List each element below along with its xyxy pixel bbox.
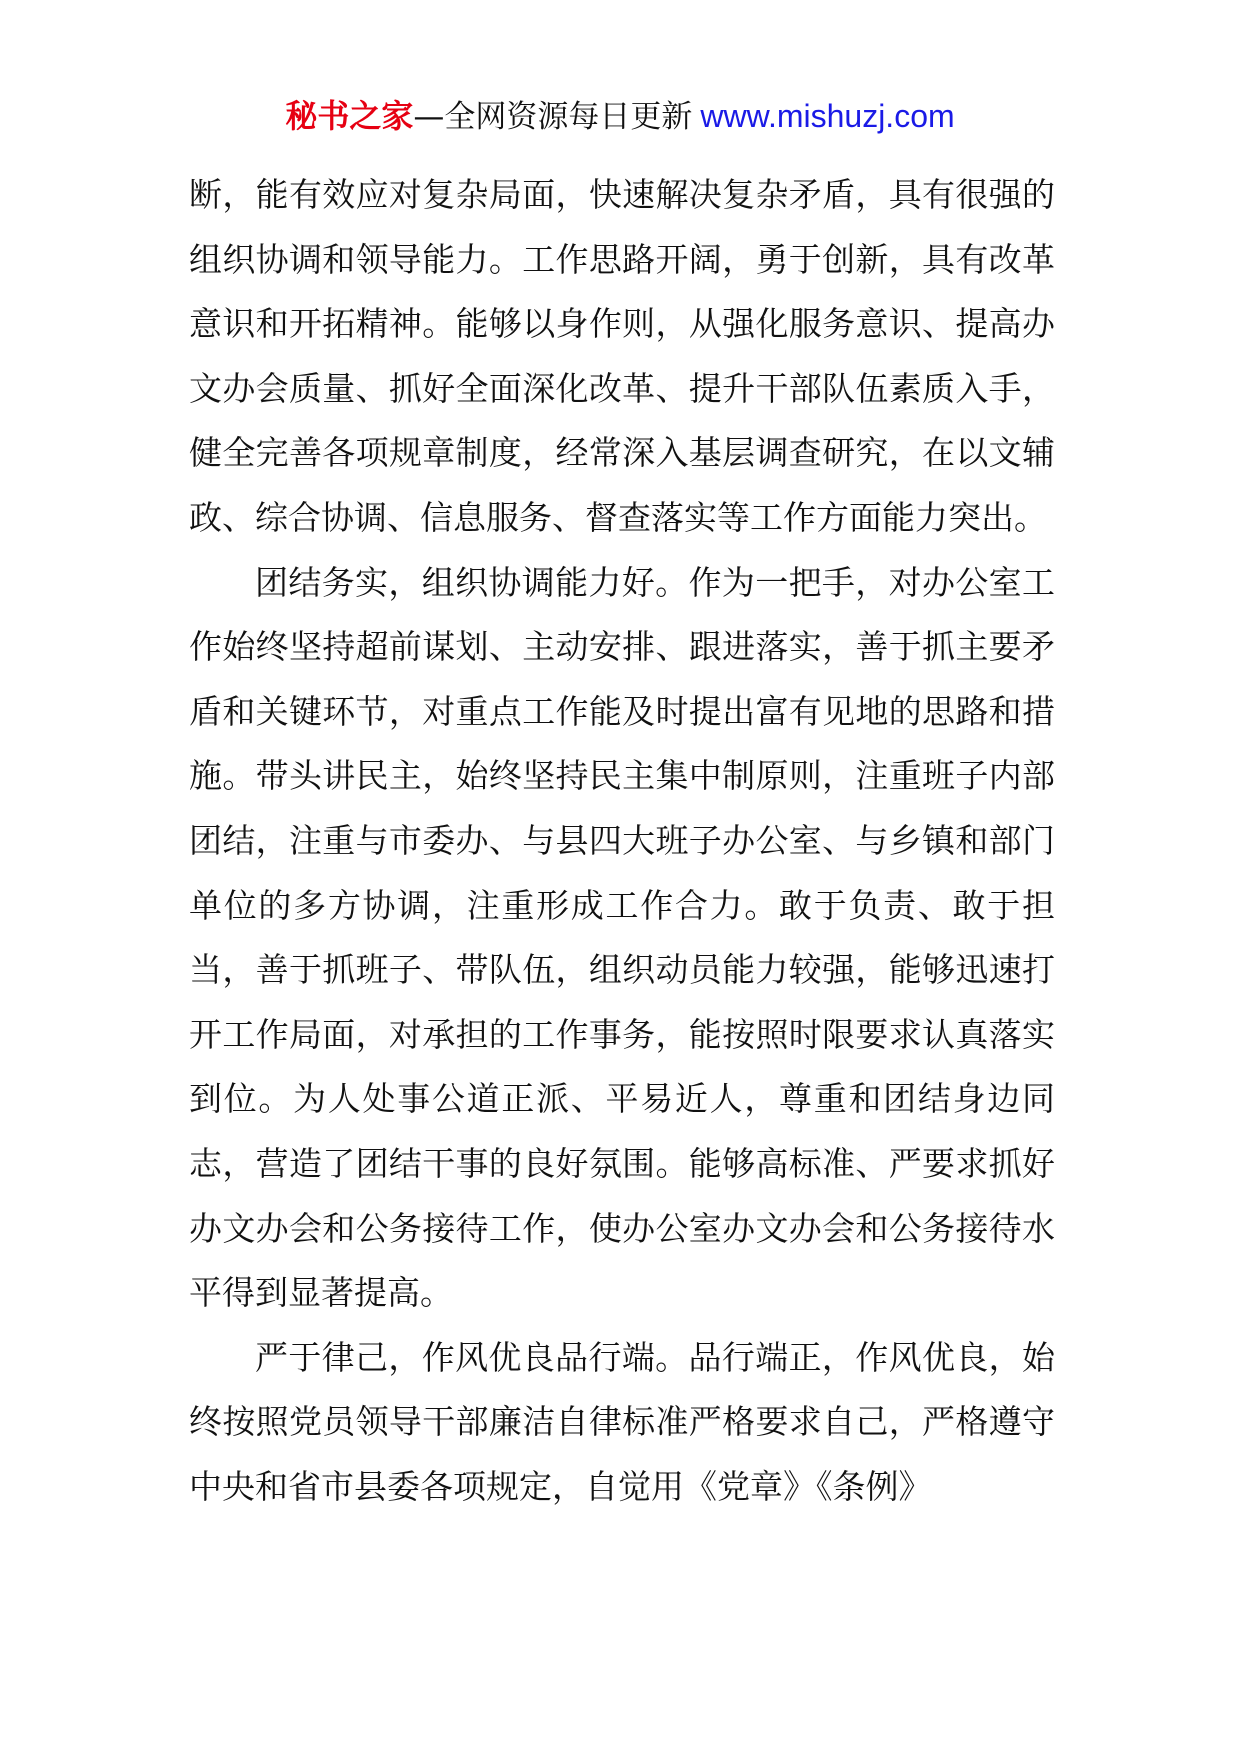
header-url-link[interactable]: www.mishuzj.com: [700, 98, 955, 134]
paragraph-2: 团结务实，组织协调能力好。作为一把手，对办公室工作始终坚持超前谋划、主动安排、跟进落实，善于抓主要矛盾和关键环节，对重点工作能及时提出富有见地的思路和措施。带头讲民主，始终坚持民主集中制原则，注重班子内部团结，注重与市委办、与县四大班子办公室、与乡镇和部门单位的多方协调，注重形成工作合力。敢于负责、敢于担当，善于抓班子、带队伍，组织动员能力较强，能够迅速打开工作局面，对承担的工作事务，能按照时限要求认真落实到位。为人处事公道正派、平易近人，尊重和团结身边同志，营造了团结干事的良好氛围。能够高标准、严要求抓好办文办会和公务接待工作，使办公室办文办会和公务接待水平得到显著提高。: [189, 562, 1055, 1313]
paragraph-1: 断，能有效应对复杂局面，快速解决复杂矛盾，具有很强的组织协调和领导能力。工作思路开阔，勇于创新，具有改革意识和开拓精神。能够以身作则，从强化服务意识、提高办文办会质量、抓好全面深化改革、提升干部队伍素质入手，健全完善各项规章制度，经常深入基层调查研究，在以文辅政、综合协调、信息服务、督查落实等工作方面能力突出。: [189, 175, 1055, 537]
header-slogan: —全网资源每日更新: [413, 99, 693, 135]
document-body: [189, 163, 1055, 1519]
paragraph-3: 严于律己，作风优良品行端。品行端正，作风优良，始终按照党员领导干部廉洁自律标准严格要求自己，严格遵守中央和省市县委各项规定，自觉用《党章》《条例》: [189, 1337, 1055, 1506]
brand-name: 秘书之家: [285, 97, 414, 135]
page-header: [0, 96, 1240, 137]
